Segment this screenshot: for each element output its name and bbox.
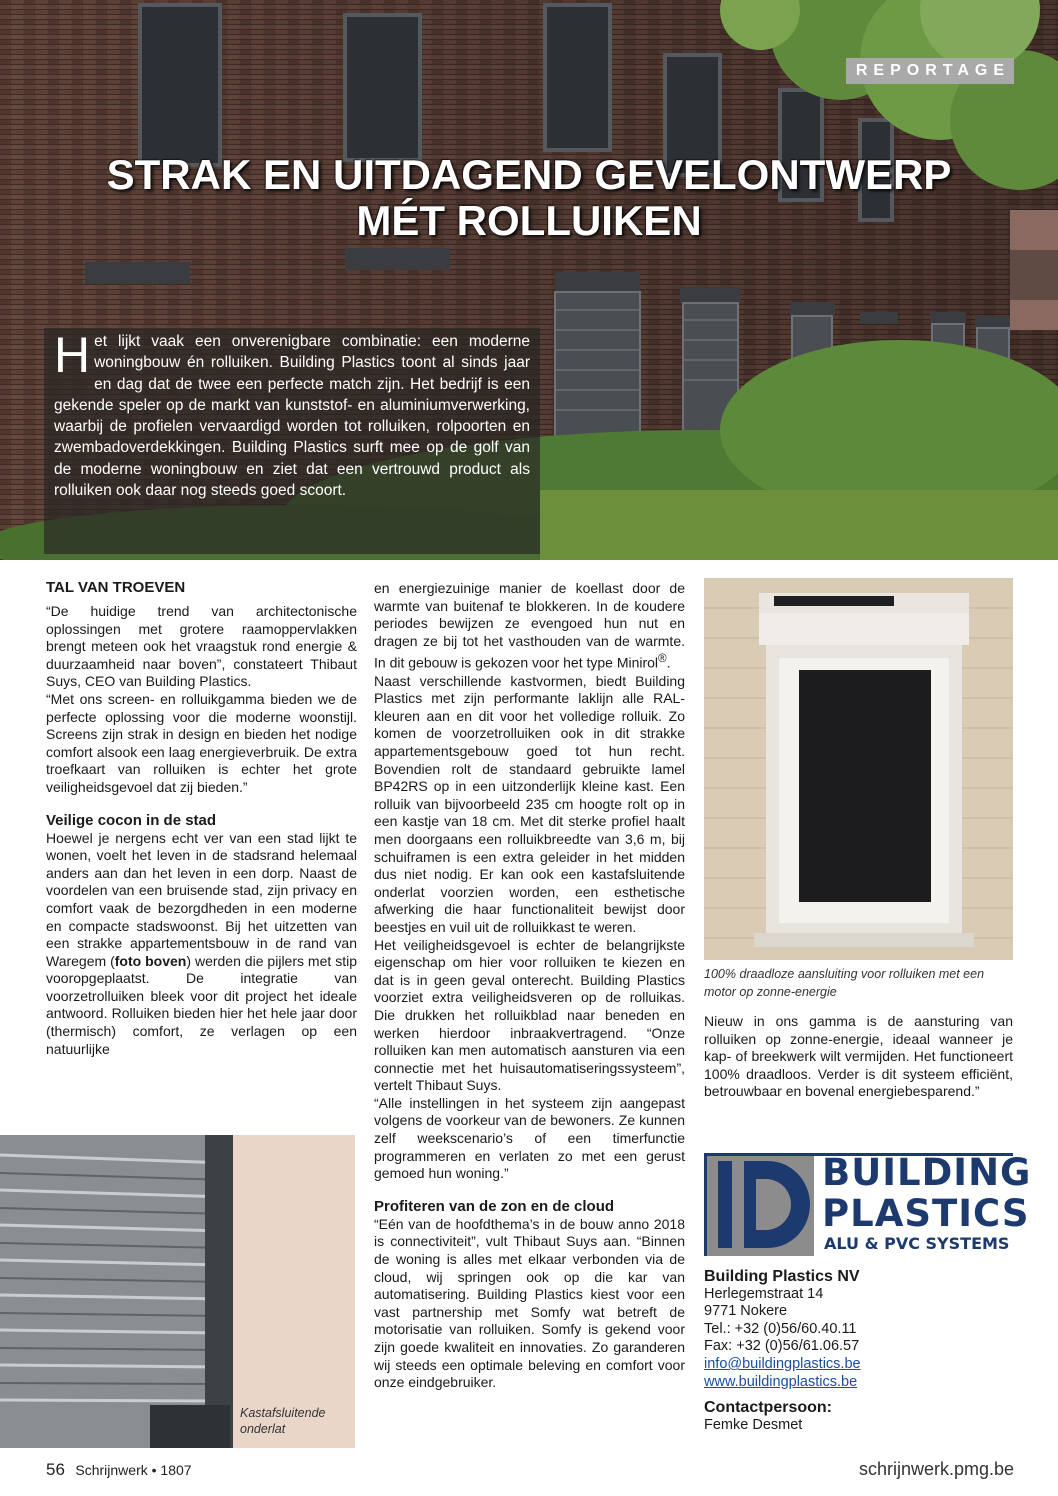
building-plastics-logo xyxy=(704,1151,1032,1256)
paragraph: “De huidige trend van architectonische oplossingen met grotere raamoppervlakken brengt meteen ook het vraagstuk rond energie & duurzaamheid naar boven”, constateert Thibaut Suys, CEO van Building Plastics. xyxy=(46,603,357,690)
intro-text: et lijkt vaak een onverenigbare combinatie: een moderne woningbouw én rolluiken. Building Plastics toont al sinds jaar en dag dat de twee een perfecte match zijn. Het bedrijf is een gekende speler op de markt van kunststof- en aluminiumverwerking, waarbij de profielen vervaardigd worden tot rolluiken, rolpoorten en zwembadoverdekkingen. Building Plastics surft mee op de golf van de moderne woningbouw en ziet dat een vertrouwd product als rolluiken ook daar nog steeds goed scoort. xyxy=(54,333,530,500)
logo-line-systems: ALU & PVC SYSTEMS xyxy=(824,1234,1010,1253)
heading-veilige-cocon: Veilige cocon in de stad xyxy=(46,811,217,829)
drop-cap: H xyxy=(54,327,91,383)
address-street: Herlegemstraat 14 xyxy=(704,1285,824,1302)
email-link[interactable]: info@buildingplastics.be xyxy=(704,1355,861,1372)
website-link[interactable]: www.buildingplastics.be xyxy=(704,1373,858,1390)
photo-caption-window: 100% draadloze aansluiting voor rolluiken met een motor op zonne-energie xyxy=(704,967,985,999)
contact-person-label: Contactpersoon: xyxy=(704,1399,832,1417)
logo-line-building: BUILDING xyxy=(822,1151,1032,1194)
hero-photo xyxy=(0,0,1058,560)
heading-profiteren: Profiteren van de zon en de cloud xyxy=(374,1197,615,1215)
window-photo xyxy=(704,578,1013,960)
intro-box xyxy=(44,328,540,554)
shutter-slats-image xyxy=(0,1135,355,1448)
paragraph: “Met ons screen- en rolluikgamma bieden we de perfecte oplossing voor die moderne woonstijl. Screens zijn strak in design en bieden het nodige comfort alsook een laag energieverbruik. De extra troefkaart van rolluiken is echter het grote veiligheidsgevoel dat zij bieden.” xyxy=(46,690,357,795)
paragraph: Hoewel je nergens echt ver van een stad lijkt te wonen, voelt het leven in de stadsrand helemaal anders aan dan het leven in een dorp. Naast de voordelen van een bruisende stad, zijn privacy en comfort vaak de bezorgdheden in een moderne en compacte stadswoonst. Bij het uitzetten van een strakke appartementsbouw in de rand van Waregem (foto boven) werden die pijlers met stip vooropgeplaatst. De integratie van voorzetrolluiken bleek voor dit project het ideale antwoord. Rolluiken bieden hier het hele jaar door (thermisch) comfort, ze verlagen op een natuurlijke xyxy=(46,829,357,1057)
paragraph: “Eén van de hoofdthema’s in de bouw anno 2018 is connectiviteit”, vult Thibaut Suys aan. “Binnen de woning is alles met elkaar verbonden via de cloud, wij springen ook op die kar van automatisering. Building Plastics kiest voor een vast partnership met Somfy wat betreft de motorisatie van rolluiken. Somfy is gekend voor zijn goede kwaliteit en innovaties. Zo garanderen wij steeds een optimale beleving en comfort voor onze eindgebruiker. xyxy=(374,1215,685,1391)
photo-caption-bottom: Kastafsluitende onderlat xyxy=(240,1406,326,1436)
paragraph: “Alle instellingen in het systeem zijn aangepast volgens de voorkeur van de bewoners. Ze kunnen zelf weekscenario’s of een timerfunctie programmeren en verlaten zo met een gerust gemoed hun woning.” xyxy=(374,1094,685,1182)
title-line-2: MÉT ROLLUIKEN xyxy=(356,197,702,244)
address-city: 9771 Nokere xyxy=(704,1303,788,1320)
magazine-issue: Schrijnwerk • 1807 xyxy=(75,1462,192,1478)
section-tag: REPORTAGE xyxy=(846,58,1014,84)
column-1 xyxy=(46,578,357,1058)
heading-tal-van-troeven: TAL VAN TROEVEN xyxy=(46,579,186,596)
paragraph: en energiezuinige manier de koellast door de warmte van buitenaf te blokkeren. In de koudere periodes bewijzen ze evengoed hun nut en dragen ze bij tot het vasthouden van de warmte. In dit gebouw is gekozen voor het type Minirol®. xyxy=(374,580,685,672)
paragraph: Het veiligheidsgevoel is echter de belangrijkste eigenschap om hier voor rolluiken te kiezen en dat is in geen geval onterecht. Building Plastics voorziet extra veiligheidsveren op de rolluikas. Die drukken het rolluikblad naar beneden en werken hierdoor inbraakvertragend. “Onze rolluiken kan men automatisch aansturen via een connectie met het huisautomatiseringssysteem”, vertelt Thibaut Suys. xyxy=(374,936,685,1094)
phone-number: Tel.: +32 (0)56/60.40.11 xyxy=(704,1320,857,1337)
fax-number: Fax: +32 (0)56/61.06.57 xyxy=(704,1338,860,1355)
paragraph: Naast verschillende kastvormen, biedt Building Plastics met zijn performante laklijn alle RAL-kleuren aan en dit voor het volledige rolluik. Zo komen de voorzetrolluiken ook in dit strakke appartementsgebouw goed tot hun recht. Bovendien rolt de standaard gebruikte lamel BP42RS op in een uitzonderlijk kleine kast. Een rolluik van bijvoorbeeld 235 cm hoogte rolt op in een kastje van 18 cm. Met dit sterke profiel haalt men doorgaans een rolluikbreedte van 3,6 m, bij schuiframen is een extra geleider in het midden dus niet nodig. Er kan ook een kastafsluitende onderlat voorzien worden, een esthetische afwerking die haar functionaliteit bewijst door beestjes en vuil uit de rolluikkast te weren. xyxy=(374,672,685,935)
paragraph: Nieuw in ons gamma is de aansturing van rolluiken op zonne-energie, ideaal wanneer je kap- of breekwerk wilt vermijden. Het functioneert 100% draadloos. Verder is dit systeem efficiënt, betrouwbaar en bovenal energiebesparend.” xyxy=(704,1013,1013,1100)
title-line-1: STRAK EN UITDAGEND GEVELONTWERP xyxy=(106,151,952,198)
column-3 xyxy=(704,1013,1013,1101)
contact-person-name: Femke Desmet xyxy=(704,1416,803,1433)
page-number: 56 xyxy=(46,1460,65,1479)
shutter-closeup-photo xyxy=(0,1135,355,1448)
company-name: Building Plastics NV xyxy=(704,1268,860,1285)
article-title xyxy=(0,152,1058,244)
logo-line-plastics: PLASTICS xyxy=(822,1192,1030,1235)
page-footer-left xyxy=(46,1460,192,1480)
contact-block xyxy=(704,1268,1013,1434)
window-with-shutter-image xyxy=(704,578,1013,960)
bold-reference: foto boven xyxy=(114,952,187,969)
column-2 xyxy=(374,580,685,1392)
magazine-website[interactable]: schrijnwerk.pmg.be xyxy=(858,1459,1014,1479)
